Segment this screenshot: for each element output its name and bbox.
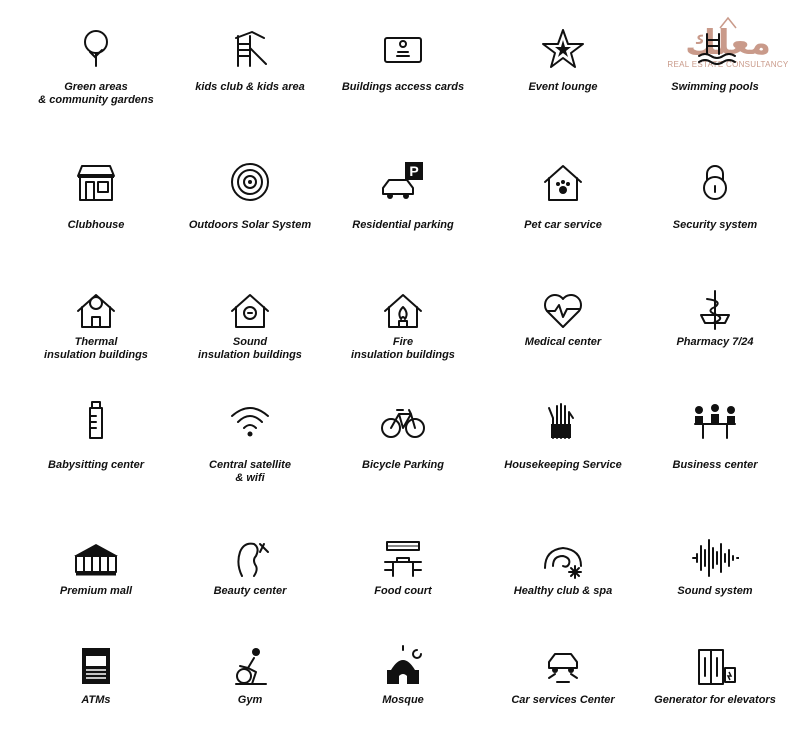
food-court-icon — [379, 536, 427, 580]
access-card-icon — [379, 26, 427, 70]
amenity-label: Generator for elevators — [654, 694, 776, 706]
amenity-label: Gym — [237, 694, 263, 706]
parking-icon — [379, 160, 427, 204]
pet-house-icon — [539, 160, 587, 204]
amenity-label: Sound system — [677, 585, 753, 597]
soundwave-icon — [691, 536, 739, 580]
amenity-label: Bicycle Parking — [362, 459, 444, 471]
gloves-icon — [539, 398, 587, 442]
sound-house-icon — [226, 287, 274, 331]
amenity-label: Thermal insulation buildings — [44, 336, 148, 361]
amenity-label: Premium mall — [59, 585, 133, 597]
amenity-label: Clubhouse — [67, 219, 125, 231]
amenity-label: Swimming pools — [671, 81, 759, 93]
playground-icon — [226, 26, 274, 70]
amenity-label: Pharmacy 7/24 — [676, 336, 754, 348]
elevator-icon — [691, 644, 739, 688]
thermal-house-icon — [72, 287, 120, 331]
amenity-label: kids club & kids area — [195, 81, 305, 93]
tree-icon — [72, 26, 120, 70]
amenity-label: Buildings access cards — [341, 81, 465, 93]
amenity-label: Fire insulation buildings — [351, 336, 455, 361]
lock-icon — [691, 160, 739, 204]
amenity-label: Central satellite & wifi — [209, 459, 291, 484]
pool-icon — [691, 26, 739, 70]
amenity-label: Residential parking — [352, 219, 454, 231]
amenity-label: Healthy club & spa — [513, 585, 613, 597]
amenity-label: Medical center — [524, 336, 602, 348]
car-service-icon — [539, 644, 587, 688]
bicycle-icon — [379, 398, 427, 442]
baby-bottle-icon — [72, 398, 120, 442]
beauty-icon — [226, 536, 274, 580]
amenity-label: Babysitting center — [48, 459, 144, 471]
amenity-label: ATMs — [81, 694, 111, 706]
amenity-label: Food court — [374, 585, 432, 597]
amenity-label: Outdoors Solar System — [188, 219, 312, 231]
amenity-label: Security system — [672, 219, 758, 231]
fire-house-icon — [379, 287, 427, 331]
gym-icon — [226, 644, 274, 688]
amenity-label: Event lounge — [528, 81, 598, 93]
amenity-label: Beauty center — [213, 585, 287, 597]
mall-icon — [72, 536, 120, 580]
meeting-icon — [691, 398, 739, 442]
wifi-icon — [226, 398, 274, 442]
amenity-label: Green areas & community gardens — [38, 81, 154, 106]
amenity-label: Housekeeping Service — [504, 459, 622, 471]
storefront-icon — [72, 160, 120, 204]
pharmacy-icon — [691, 287, 739, 331]
atm-icon — [72, 644, 120, 688]
svg-text:P: P — [409, 163, 419, 179]
heartbeat-icon — [539, 287, 587, 331]
logo-tagline: REAL ESTATE CONSULTANCY — [667, 60, 789, 69]
spa-icon — [539, 536, 587, 580]
amenity-label: Mosque — [382, 694, 424, 706]
amenity-label: Pet car service — [524, 219, 602, 231]
amenity-label: Car services Center — [511, 694, 615, 706]
star-icon — [539, 26, 587, 70]
amenity-label: Sound insulation buildings — [198, 336, 302, 361]
mosque-icon — [379, 644, 427, 688]
logo-text: معلك — [685, 23, 771, 60]
amenity-label: Business center — [672, 459, 758, 471]
solar-icon — [226, 160, 274, 204]
